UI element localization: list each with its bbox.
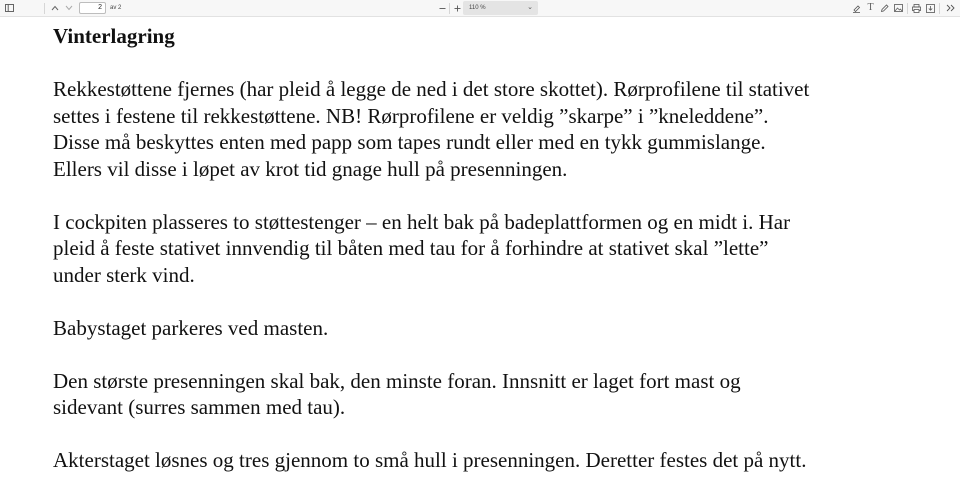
toolbar-divider — [44, 3, 45, 14]
document-title: Vinterlagring — [53, 24, 175, 48]
document-body — [53, 23, 933, 499]
text-line: under sterk vind. — [53, 262, 195, 287]
text-line: settes i festene til rekkestøttene. NB! Rørprofilene er veldig ”skarpe” i ”kneleddene”. — [53, 103, 769, 128]
print-icon[interactable] — [911, 1, 922, 15]
paragraph — [53, 209, 933, 289]
zoom-level-value: 110 % — [469, 5, 486, 11]
draw-icon[interactable] — [879, 1, 890, 15]
pdf-toolbar — [0, 0, 960, 17]
zoom-out-icon[interactable] — [437, 1, 447, 15]
zoom-in-icon[interactable] — [452, 1, 462, 15]
text-line: Akterstaget løsnes og tres gjennom to små hull i presenningen. Deretter festes det på nytt. — [53, 448, 807, 472]
text-icon[interactable]: T — [867, 2, 874, 13]
chevron-down-icon[interactable] — [63, 1, 75, 15]
text-line: Disse må beskyttes enten med papp som tapes rundt eller med en tykk gummislange. — [53, 130, 766, 154]
toolbar-divider — [907, 3, 908, 14]
text-line: Ellers vil disse i løpet av krot tid gnage hull på presenningen. — [53, 156, 568, 181]
save-icon[interactable] — [925, 1, 936, 15]
text-line: Den største presenningen skal bak, den minste foran. Innsnitt er laget fort mast og — [53, 368, 741, 393]
more-tools-icon[interactable] — [945, 1, 956, 15]
toolbar-divider — [449, 3, 450, 14]
sidebar-toggle-icon[interactable] — [3, 1, 15, 15]
toolbar-divider — [939, 3, 940, 14]
paragraph — [53, 315, 933, 342]
zoom-select[interactable] — [463, 1, 538, 15]
text-line: Babystaget parkeres ved masten. — [53, 315, 329, 340]
text-line: pleid å feste stativet innvendig til båten med tau for å forhindre at stativet skal ”lette” — [53, 236, 769, 260]
paragraph — [53, 76, 933, 182]
text-line: sidevant (surres sammen med tau). — [53, 395, 346, 419]
chevron-down-icon: ⌄ — [527, 4, 533, 11]
highlight-icon[interactable] — [851, 1, 862, 15]
text-line: Rekkestøttene fjernes (har pleid å legge de ned i det store skottet). Rørprofilene til stativet — [53, 77, 810, 101]
document-page — [0, 17, 960, 499]
page-count-label: av 2 — [110, 5, 122, 11]
page-number-input[interactable]: 2 — [79, 2, 106, 14]
paragraph — [53, 447, 933, 474]
chevron-up-icon[interactable] — [49, 1, 61, 15]
image-icon[interactable] — [893, 1, 904, 15]
paragraph — [53, 368, 933, 421]
text-line: I cockpiten plasseres to støttestenger – en helt bak på badeplattformen og en midt i. Har — [53, 209, 791, 234]
